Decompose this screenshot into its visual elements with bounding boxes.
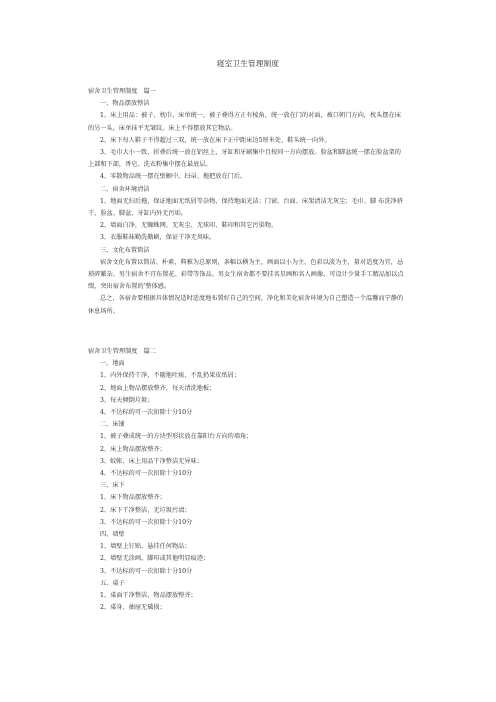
subheading: 一、地面 bbox=[100, 360, 125, 368]
section-part-2 bbox=[88, 346, 406, 614]
subheading: 一、物品摆放整洁 bbox=[100, 100, 150, 108]
section-heading: 宿舍卫生管理制度 篇二 bbox=[88, 348, 157, 355]
document-title: 寝室卫生管理制度 bbox=[216, 59, 280, 68]
list-item: 2、地面上物品摆放整齐，每天清洗地板； bbox=[100, 384, 216, 392]
list-item: 4、不达标的可一次扣除十分10分 bbox=[100, 409, 193, 417]
list-item: 1、床下物品摆放整齐； bbox=[100, 494, 166, 502]
subheading: 二、宿舍环境清洁 bbox=[100, 185, 150, 193]
subheading: 二、床铺 bbox=[100, 421, 125, 429]
paragraph: 1、地面无扫后拖，保证地面无纸屑等杂物，保持地面光洁；门窗、台面、床架清洁无灰尘；毛巾、脚 布洗净挤干，脸盆、脚盆、牙缸内外无污垢。 bbox=[88, 197, 403, 218]
subheading: 五、桌子 bbox=[100, 579, 125, 587]
list-item: 3、蚊帐、床上用品干净整洁无异味； bbox=[100, 457, 203, 465]
list-item: 3、每天倾倒垃圾； bbox=[100, 396, 154, 404]
paragraph: 宿舍文化布置以简洁、朴素、典雅为总原则，条幅以横为主，画面以小为主，色彩以淡为主，量对适度为宜，忌琐碎繁杂。男生宿舍不宜布置花、彩带等饰品。男女生宿舍都不要挂名星画和名人画像。可设计少量手工精品加以点缀，突出宿舍布置的'整体感。 bbox=[88, 258, 404, 291]
list-item: 2、桌身、抽屉无破损； bbox=[100, 604, 166, 612]
section-heading: 宿舍卫生管理制度 篇一 bbox=[88, 88, 157, 95]
paragraph: 3、衣服鞋袜勤洗勤刷，保证干净无臭味。 bbox=[100, 234, 216, 242]
subheading: 三、床下 bbox=[100, 482, 125, 490]
list-item: 1、内外保持干净，不随地吐痰、不乱扔果皮纸屑； bbox=[100, 372, 241, 380]
list-item: 2、床上物品摆放整齐； bbox=[100, 445, 166, 453]
list-item: 3、不达标的可一次扣除十分10分 bbox=[100, 518, 193, 526]
paragraph: 4、零散物品统一摆在壁橱中，扫帚、拖把放在门后。 bbox=[100, 173, 247, 181]
list-item: 1、桌面干净整洁，物品摆放整齐； bbox=[100, 592, 197, 600]
paragraph: 2、床下每人鞋子不得超过三双，统一放在床下正中距床边5厘米处，鞋头统一向外。 bbox=[100, 136, 331, 144]
subheading: 四、墙壁 bbox=[100, 531, 125, 539]
list-item: 2、床下干净整洁，无垃圾污渍； bbox=[100, 506, 191, 514]
paragraph: 1、床上用品：被子、枕巾、床单统一，被子叠得方正有棱角，统一放在门的对面，被口朝门方向，枕头摆在床的另一头，床单抹平无皱纹。床上不得摆放其它物品。 bbox=[88, 112, 401, 132]
subheading: 三、文化布置简洁 bbox=[100, 246, 150, 254]
list-item: 3、不达标的可一次扣除十分10分 bbox=[100, 567, 193, 575]
paragraph: 3、毛巾大小一致，折叠后统一放在铝丝上，牙缸和牙刷集中且按同一方向摆放。脸盆和脚盆统一摆在脸盆架的上部和下部，香皂、洗衣粉集中摆在最底层。 bbox=[88, 149, 401, 169]
list-item: 1、墙壁上钉贴、悬挂任何物品； bbox=[100, 543, 191, 551]
paragraph: 总之，各宿舍要根据具体情况适时适度地布置好自己的空间，净化和美化宿舍环境为自己塑造一个温馨而宁静的休息场所。 bbox=[88, 295, 404, 315]
list-item: 4、不达标的可一次扣除十分10分 bbox=[100, 470, 193, 478]
section-part-1 bbox=[88, 86, 406, 318]
list-item: 1、被子叠成统一的方块型形状放在靠阳台方向的墙角； bbox=[100, 433, 253, 441]
list-item: 2、墙壁无涂画、脚印或其他明显痕迹； bbox=[100, 555, 210, 563]
paragraph: 2、墙面白净，无蜘蛛网、无灰尘、无球印、鞋印和其它污染物。 bbox=[100, 222, 278, 230]
